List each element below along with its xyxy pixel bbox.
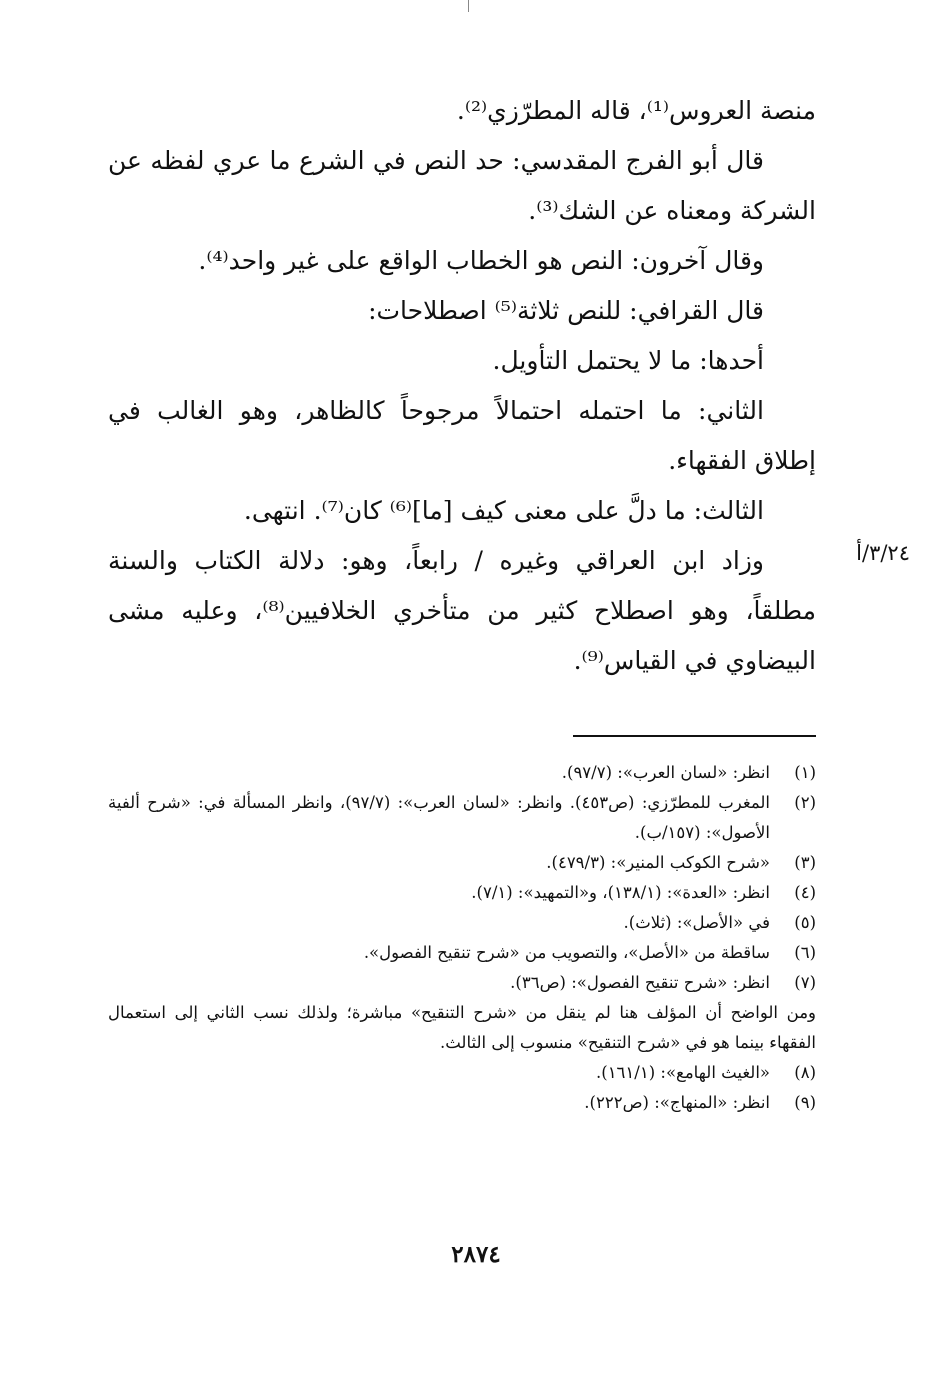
paragraph: وزاد ابن العراقي وغيره / رابعاً، وهو: دلالة الكتاب والسنة مطلقاً، وهو اصطلاح كثير من متأخري الخلافيين⁽⁸⁾، وعليه مشى البيضاوي في القياس⁽⁹⁾. <box>108 546 816 675</box>
footnote <box>108 848 816 878</box>
footnote-text: في «الأصل»: (ثلاث). <box>623 913 770 932</box>
footnote-text: «الغيث الهامع»: (١٦١/١). <box>596 1063 770 1082</box>
footnote <box>108 788 816 848</box>
paragraph: أحدها: ما لا يحتمل التأويل. <box>492 346 764 375</box>
top-tick-mark <box>468 0 469 12</box>
footnote-number: (٤) <box>794 883 816 902</box>
footnote <box>108 1088 816 1118</box>
footnote-text: انظر: «العدة»: (١٣٨/١)، و«التمهيد»: (٧/١). <box>471 883 770 902</box>
paragraph: وقال آخرون: النص هو الخطاب الواقع على غير واحد⁽⁴⁾. <box>198 246 764 275</box>
footnote-number: (٨) <box>794 1063 816 1082</box>
footnote-text: انظر: «شرح تنقيح الفصول»: (ص٣٦). <box>510 973 770 992</box>
page-number: ٢٨٧٤ <box>451 1241 501 1268</box>
paragraph: قال القرافي: للنص ثلاثة⁽⁵⁾ اصطلاحات: <box>368 296 764 325</box>
paragraph: الثاني: ما احتمله احتمالاً مرجوحاً كالظاهر، وهو الغالب في إطلاق الفقهاء. <box>108 396 816 475</box>
paragraph: الثالث: ما دلَّ على معنى كيف [ما]⁽⁶⁾ كان⁽⁷⁾. انتهى. <box>243 496 764 525</box>
footnote-text: المغرب للمطرّزي: (ص٤٥٣). وانظر: «لسان العرب»: (٩٧/٧)، وانظر المسألة في: «شرح ألفية الأصول»: (١٥٧/ب). <box>108 793 771 842</box>
footnotes-section <box>108 758 816 1118</box>
footnote-number: (٣) <box>794 853 816 872</box>
footnote-number: (٢) <box>794 793 816 812</box>
footnote <box>108 968 816 998</box>
footnote-separator <box>573 735 816 737</box>
footnote <box>108 878 816 908</box>
main-text-body <box>108 86 816 686</box>
footnote <box>108 938 816 968</box>
footnote-number: (٩) <box>794 1093 816 1112</box>
footnote-text: «شرح الكوكب المنير»: (٤٧٩/٣). <box>546 853 770 872</box>
footnote-number: (٧) <box>794 973 816 992</box>
paragraph: منصة العروس⁽¹⁾، قاله المطرّزي⁽²⁾. <box>456 96 816 125</box>
footnote <box>108 1058 816 1088</box>
footnotes-list-b <box>108 1058 816 1118</box>
paragraph: قال أبو الفرج المقدسي: حد النص في الشرع ما عري لفظه عن الشركة ومعناه عن الشك⁽³⁾. <box>108 146 816 225</box>
footnote-number: (١) <box>794 763 816 782</box>
manuscript-folio-marker: ٣/٢٤/أ <box>856 541 910 565</box>
footnote <box>108 758 816 788</box>
footnote-7-continuation: ومن الواضح أن المؤلف هنا لم ينقل من «شرح التنقيح» مباشرة؛ ولذلك نسب الثاني إلى استعمال الفقهاء بينما هو في «شرح التنقيح» منسوب إلى الثالث. <box>108 1003 816 1052</box>
footnote-text: انظر: «المنهاج»: (ص٢٢٢). <box>584 1093 770 1112</box>
footnote-number: (٦) <box>794 943 816 962</box>
footnote-text: انظر: «لسان العرب»: (٩٧/٧). <box>561 763 770 782</box>
footnote <box>108 908 816 938</box>
footnotes-list-a <box>108 758 816 998</box>
footnote-number: (٥) <box>794 913 816 932</box>
footnote-text: ساقطة من «الأصل»، والتصويب من «شرح تنقيح الفصول». <box>363 943 770 962</box>
